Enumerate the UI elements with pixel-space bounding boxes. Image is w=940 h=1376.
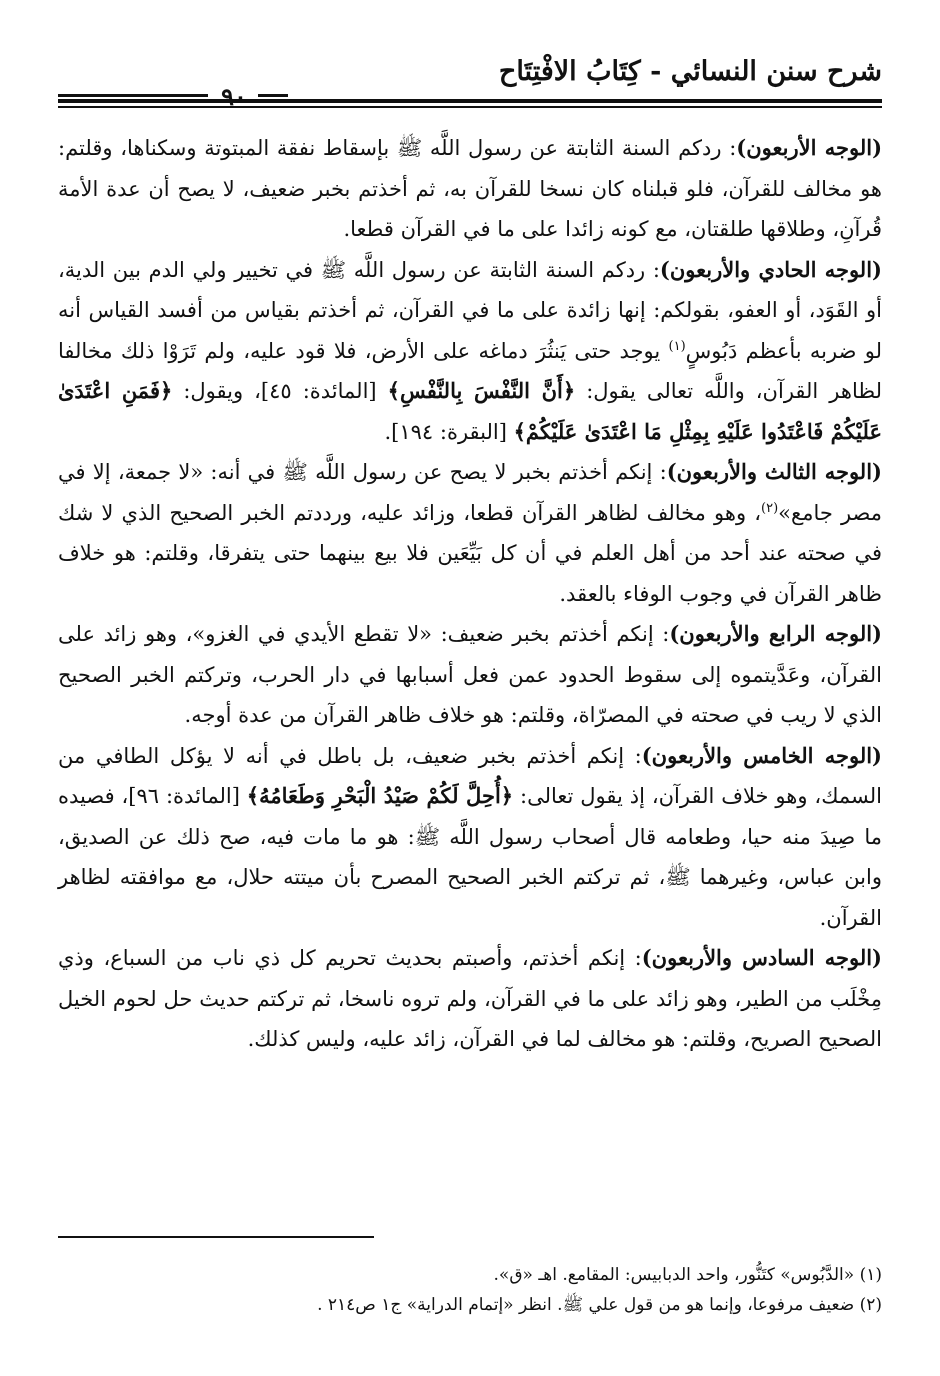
page-number: ٩٠ — [221, 82, 247, 111]
paragraph-text: : إنكم أخذتم بخبر ضعيف، بل باطل في أنه لا يؤكل الطافي من السمك، وهو خلاف القرآن، إذ يقول تعالى: — [58, 743, 882, 808]
paragraph-45 — [58, 736, 882, 939]
paragraph-41 — [58, 250, 882, 453]
paragraph-heading: (الوجه الرابع والأربعون) — [669, 621, 882, 646]
paragraph-46 — [58, 938, 882, 1060]
paragraph-40 — [58, 128, 882, 250]
page-number-rule-right — [258, 94, 288, 103]
verse-ref: [المائدة: ٤٥]، ويقول: — [172, 379, 388, 403]
paragraph-heading: (الوجه الثالث والأربعون) — [666, 459, 882, 484]
footnote-2: (٢) ضعيف مرفوعا، وإنما هو من قول علي ﷺ. انظر «إتمام الدراية» ج١ ص٢١٤ . — [317, 1295, 882, 1315]
paragraph-43 — [58, 452, 882, 614]
paragraph-text: : إنكم أخذتم، وأصبتم بحديث تحريم كل ذي ناب من السباع، وذي مِخْلَب من الطير، وهو زائد على ما في القرآن، ولم تروه ناسخا، ثم تركتم حديث حل لحوم الخيل الصحيح الصريح، وقلتم: هو مخالف لما في القرآن، زائد عليه، وليس كذلك. — [58, 946, 882, 1051]
paragraph-text: ، وهو مخالف لظاهر القرآن قطعا، وزائد عليه، ورددتم الخبر الصحيح الذي لا شك في صحته عند أحد من أهل العلم في أن كل بَيِّعَين فلا بيع بينهما حتى يتفرقا، وقلتم: هو خلاف ظاهر القرآن في وجوب الوفاء بالعقد. — [58, 500, 882, 606]
footnote-ref: (٢) — [761, 500, 779, 516]
paragraph-44 — [58, 614, 882, 736]
paragraph-text: : إنكم أخذتم بخبر لا يصح عن رسول اللَّه ﷺ في أنه: «لا جمعة، إلا في مصر جامع» — [58, 460, 882, 525]
page-number-rule-left — [58, 94, 208, 103]
paragraph-heading: (الوجه الحادي والأربعون) — [659, 256, 882, 282]
paragraph-heading: (الوجه الأربعون) — [736, 135, 883, 160]
header-title: شرح سنن النسائي - كِتَابُ الافْتِتَاح — [498, 56, 882, 87]
paragraph-text: [المائدة: ٩٦]، فصيده ما صِيدَ منه حيا، وطعامه قال أصحاب رسول اللَّه ﷺ: هو ما مات فيه، صح ذلك عن الصديق، وابن عباس، وغيرهما ﷺ، ثم تركتم الخبر الصحيح المصرح بأن ميتته حلال، مع موافقته لظاهر القرآن. — [58, 784, 882, 930]
page-number-area — [58, 82, 288, 111]
footnote-ref: (١) — [668, 338, 686, 354]
quran-verse: ﴿فَمَنِ اعْتَدَىٰ عَلَيْكُمْ فَاعْتَدُوا عَلَيْهِ بِمِثْلِ مَا اعْتَدَىٰ عَلَيْكُمْ﴾ — [58, 378, 882, 444]
paragraph-text: : إنكم أخذتم بخبر ضعيف: «لا تقطع الأيدي في الغزو»، وهو زائد على القرآن، وعَدَّيتموه إلى سقوط الحدود عمن فعل أسبابها في دار الحرب، وتركتم الخبر الصحيح الذي لا ريب في صحته في المصرّاة، وقلتم: هو خلاف ظاهر القرآن من عدة أوجه. — [58, 622, 882, 727]
footnote-1: (١) «الدَّبُوس» كتَنُّور، واحد الدبابيس: المقامع. اهـ «ق». — [493, 1265, 882, 1285]
verse-ref: [البقرة: ١٩٤]. — [384, 419, 514, 444]
paragraph-heading: (الوجه الخامس والأربعون) — [641, 742, 882, 768]
main-text — [58, 128, 882, 1060]
footnote-divider — [58, 1236, 374, 1238]
quran-verse: ﴿أُحِلَّ لَكُمْ صَيْدُ الْبَحْرِ وَطَعَامُهُ﴾ — [246, 783, 514, 808]
quran-verse: ﴿أَنَّ النَّفْسَ بِالنَّفْسِ﴾ — [387, 378, 576, 403]
paragraph-text: : ردكم السنة الثابتة عن رسول اللَّه ﷺ في تخيير ولي الدم بين الدية، أو القَوَد، أو العفو، بقولكم: إنها زائدة على ما في القرآن، ثم أخذتم بقياس من أفسد القياس أنه لو ضربه بأعظم دَبُوسٍ — [58, 257, 882, 363]
footnotes — [58, 1260, 882, 1320]
paragraph-heading: (الوجه السادس والأربعون) — [641, 945, 882, 970]
paragraph-text: : ردكم السنة الثابتة عن رسول اللَّه ﷺ بإسقاط نفقة المبتوتة وسكناها، وقلتم: هو مخالف للقرآن، فلو قبلناه كان نسخا للقرآن به، ثم أخذتم بخبر ضعيف، لا يصح أن عدة الأمة قُرآنِ، وطلاقها طلقتان، مع كونه زائدا على ما في القرآن قطعا. — [58, 136, 882, 241]
paragraph-text: يوجد حتى يَنثُرَ دماغه على الأرض، فلا قود عليه، ولم تَرَوْا ذلك مخالفا لظاهر القرآن، واللَّه تعالى يقول: — [58, 338, 882, 403]
